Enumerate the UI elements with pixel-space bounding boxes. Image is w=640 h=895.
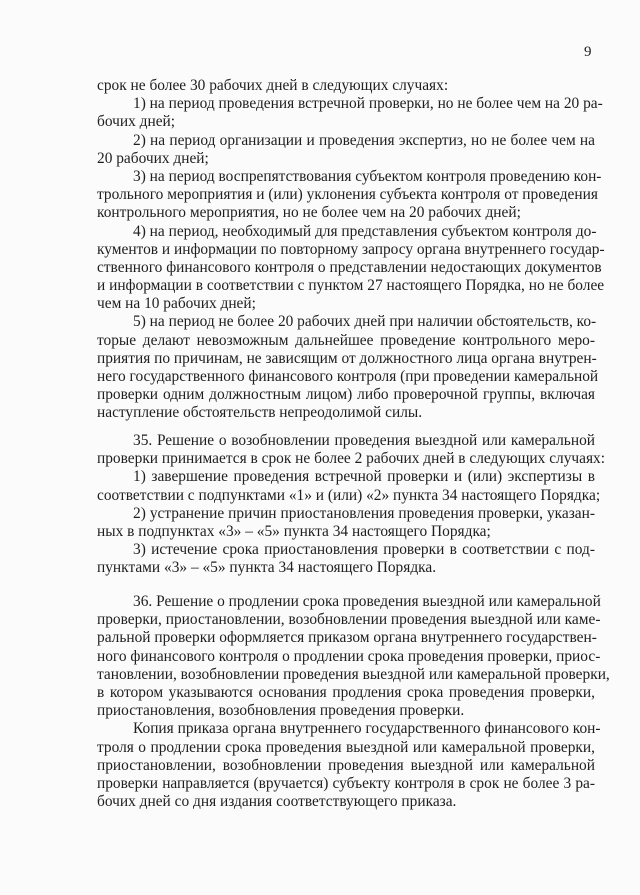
text-line: пунктами «3» – «5» пункта 34 настоящего Порядка. — [97, 559, 437, 577]
text-line: 1) завершение проведения встречной проверки и (или) экспертизы в — [133, 468, 595, 486]
text-line: 20 рабочих дней; — [97, 149, 209, 167]
text-line: ных в подпунктах «3» – «5» пункта 34 настоящего Порядка; — [97, 522, 491, 540]
text-line: ного финансового контроля о продлении срока проведения проверки, приос- — [97, 647, 601, 665]
page-number: 9 — [584, 44, 592, 60]
text-line: 3) на период воспрепятствования субъектом контроля проведению кон- — [133, 167, 602, 185]
text-line: кументов и информации по повторному запросу органа внутреннего государ- — [97, 240, 605, 258]
text-line: 2) на период организации и проведения экспертиз, но не более чем на — [133, 131, 595, 149]
text-line: срок не более 30 рабочих дней в следующих случаях: — [97, 77, 449, 94]
text-line: 2) устранение причин приостановления проведения проверки, указан- — [133, 504, 595, 522]
text-line: чем на 10 рабочих дней; — [97, 295, 256, 313]
text-line: проверки направляется (вручается) субъекту контроля в срок не более 3 ра- — [97, 774, 595, 792]
text-block-clause-35 — [97, 432, 606, 578]
text-line: 1) на период проведения встречной проверки, но не более чем на 20 ра- — [133, 95, 603, 113]
text-block-clause-36 — [97, 593, 610, 811]
text-line: Копия приказа органа внутреннего государственного финансового кон- — [133, 720, 601, 738]
text-line: 35. Решение о возобновлении проведения выездной или камеральной — [133, 432, 595, 449]
text-line: проверки одним должностным лицом) либо проверочной группы, включая — [97, 386, 595, 404]
text-line: контрольного мероприятия, но не более чем на 20 рабочих дней; — [97, 204, 521, 222]
text-line: проверки принимается в срок не более 2 рабочих дней в следующих случаях: — [97, 450, 606, 468]
text-line: приятия по причинам, не зависящим от должностного лица органа внутрен- — [97, 349, 597, 367]
text-line: 3) истечение срока приостановления проверки в соответствии с под- — [133, 541, 595, 559]
text-line: бочих дней; — [97, 113, 176, 131]
text-line: в котором указываются основания продления срока проведения проверки, — [97, 683, 595, 701]
text-line: торые делают невозможным дальнейшее проведение контрольного меро- — [97, 331, 595, 349]
text-line: приостановления, возобновления проведения проверки. — [97, 702, 465, 720]
text-line: 4) на период, необходимый для представления субъектом контроля до- — [133, 222, 597, 240]
text-line: 5) на период не более 20 рабочих дней при наличии обстоятельств, ко- — [133, 313, 597, 331]
text-line: 36. Решение о продлении срока проведения выездной или камеральной — [133, 593, 601, 610]
text-line: троля о продлении срока проведения выездной или камеральной проверки, — [97, 738, 595, 756]
text-line: наступление обстоятельств непреодолимой силы. — [97, 404, 423, 422]
text-line: и информации в соответствии с пунктом 27 настоящего Порядка, но не более — [97, 277, 605, 295]
text-line: тановлении, возобновлении проведения выездной или камеральной проверки, — [97, 665, 610, 683]
text-block-clause-34-cases — [97, 77, 605, 423]
text-line: него государственного финансового контроля (при проведении камеральной — [97, 368, 599, 385]
text-line: ральной проверки оформляется приказом органа внутреннего государствен- — [97, 629, 597, 647]
text-line: трольного мероприятия и (или) уклонения субъекта контроля от проведения — [97, 186, 598, 204]
text-line: проверки, приостановлении, возобновлении проведения выездной или каме- — [97, 611, 601, 629]
text-line: приостановлении, возобновлении проведения выездной или камеральной — [97, 756, 595, 774]
text-line: ственного финансового контроля о представлении недостающих документов — [97, 258, 602, 276]
text-line: соответствии с подпунктами «1» и (или) «2» пункта 34 настоящего Порядка; — [97, 486, 601, 504]
text-line: бочих дней со дня издания соответствующего приказа. — [97, 793, 457, 811]
